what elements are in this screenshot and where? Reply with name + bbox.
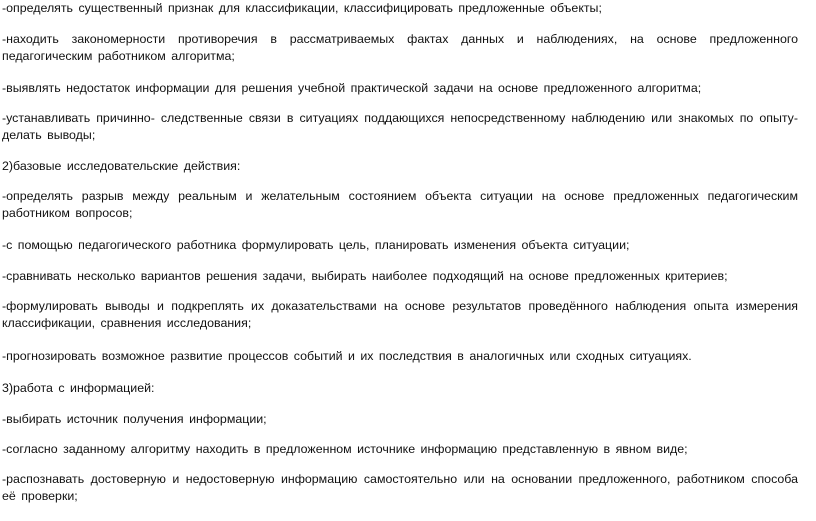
paragraph-find-information: -согласно заданному алгоритму находить в предложенном источнике информацию представленную в явном виде;	[2, 442, 688, 456]
paragraph-define-gap: -определять разрыв между реальным и желательным состоянием объекта ситуации на основе предложенных педагогическим работником вопросов;	[2, 189, 798, 220]
paragraph-forecast: -прогнозировать возможное развитие процессов событий и их последствия в аналогичных или сходных ситуациях.	[2, 349, 692, 363]
paragraph-formulate-conclusions: -формулировать выводы и подкреплять их доказательствами на основе результатов проведённого наблюдения опыта измерения классификации, сравнения исследования;	[2, 299, 798, 330]
paragraph-choose-source: -выбирать источник получения информации;	[2, 412, 267, 426]
paragraph-identify-info-gap: -выявлять недостаток информации для решения учебной практической задачи на основе предложенного алгоритма;	[2, 81, 702, 95]
section-heading-research-actions: 2)базовые исследовательские действия:	[2, 159, 241, 173]
paragraph-cause-effect: -устанавливать причинно- следственные связи в ситуациях поддающихся непосредственному наблюдению или знакомых по опыту- делать выводы;	[2, 111, 798, 142]
paragraph-recognize-reliable: -распознавать достоверную и недостоверную информацию самостоятельно или на основании предложенного, работником способа её проверки;	[2, 472, 798, 503]
paragraph-compare-variants: -сравнивать несколько вариантов решения задачи, выбирать наиболее подходящий на основе предложенных критериев;	[2, 269, 728, 283]
paragraph-find-patterns: -находить закономерности противоречия в рассматриваемых фактах данных и наблюдениях, на основе предложенного педагогическим работником алгоритма;	[2, 32, 798, 63]
paragraph-formulate-goal: -с помощью педагогического работника формулировать цель, планировать изменения объекта ситуации;	[2, 238, 630, 252]
paragraph-classify-objects: -определять существенный признак для классификации, классифицировать предложенные объекты;	[2, 1, 602, 15]
section-heading-information-work: 3)работа с информацией:	[2, 381, 155, 395]
